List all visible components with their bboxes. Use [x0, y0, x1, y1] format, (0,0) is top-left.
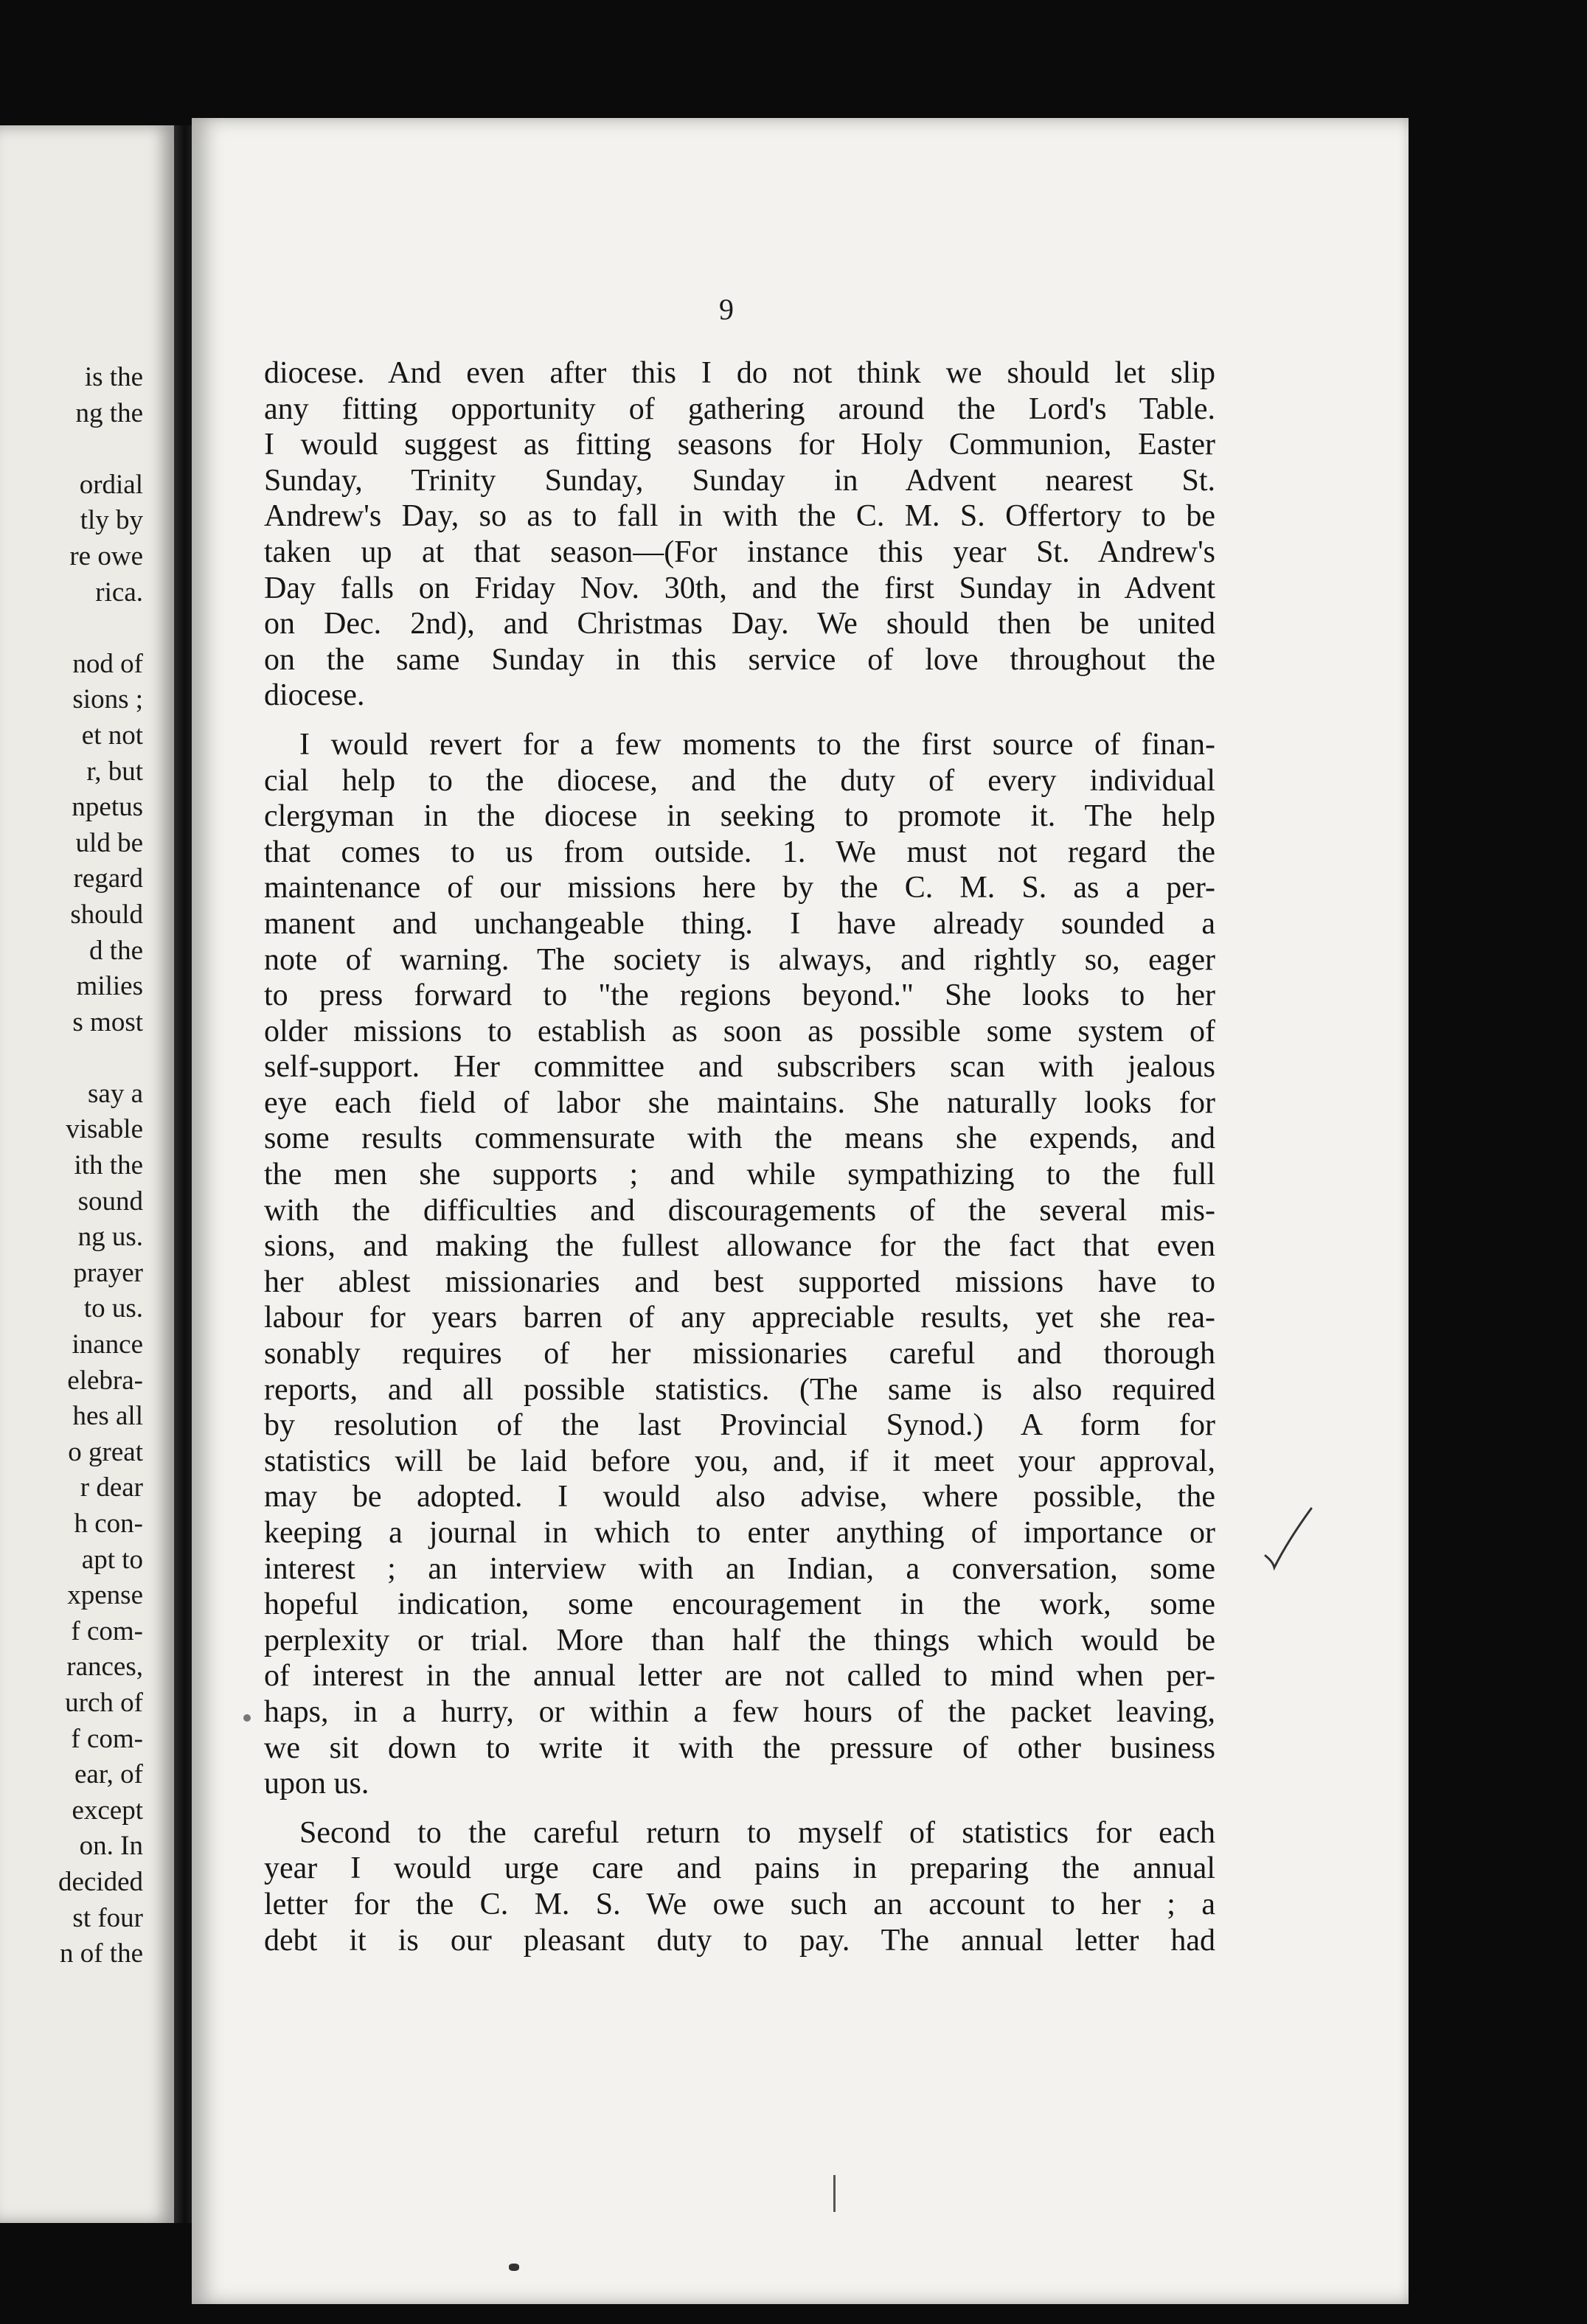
- left-page-line: et not: [81, 720, 143, 751]
- left-page-line: xpense: [67, 1580, 143, 1611]
- pencil-checkmark-icon: [1263, 1504, 1314, 1570]
- text-line: manent and unchangeable thing. I have already sounded a: [264, 906, 1215, 941]
- text-line: maintenance of our missions here by the C. M. S. as a per-: [264, 871, 1215, 905]
- left-page-line: ear, of: [74, 1759, 143, 1790]
- left-page-gap: [58, 1040, 143, 1076]
- left-page-line: regard: [73, 863, 143, 894]
- left-page-line: visable: [66, 1114, 143, 1145]
- text-line: interest ; an interview with an Indian, a conversation, some: [264, 1551, 1215, 1586]
- paragraph: [264, 355, 1215, 714]
- text-line: older missions to establish as soon as possible some system of: [264, 1014, 1215, 1048]
- text-line: diocese.: [264, 678, 365, 713]
- paragraph: [264, 727, 1215, 1802]
- left-page-line: sions ;: [72, 684, 143, 715]
- scan-speck: [833, 2175, 836, 2212]
- text-line: labour for years barren of any appreciable results, yet she rea-: [264, 1301, 1215, 1335]
- text-line: of interest in the annual letter are not called to mind when per-: [264, 1659, 1215, 1694]
- text-line: on Dec. 2nd), and Christmas Day. We should then be united: [264, 607, 1215, 641]
- left-page-line: n of the: [59, 1938, 143, 1969]
- text-line: Andrew's Day, so as to fall in with the C. M. S. Offertory to be: [264, 499, 1215, 534]
- left-page-line: rica.: [95, 577, 143, 608]
- text-line: her ablest missionaries and best supported missions have to: [264, 1264, 1215, 1299]
- left-page-line: rances,: [66, 1652, 143, 1683]
- page-number: 9: [719, 293, 734, 326]
- text-line: self-support. Her committee and subscribers scan with jealous: [264, 1050, 1215, 1085]
- text-line: we sit down to write it with the pressure of other business: [264, 1730, 1215, 1765]
- book-gutter: [174, 125, 192, 2223]
- left-page-line: ith the: [74, 1150, 143, 1181]
- text-line: sions, and making the fullest allowance for the fact that even: [264, 1229, 1215, 1264]
- text-line: by resolution of the last Provincial Synod.) A form for: [264, 1408, 1215, 1443]
- text-line: year I would urge care and pains in preparing the annual: [264, 1851, 1215, 1886]
- text-line: may be adopted. I would also advise, where possible, the: [264, 1480, 1215, 1514]
- left-page-line: hes all: [72, 1401, 143, 1432]
- left-page-text: [58, 360, 143, 1972]
- left-page-line: urch of: [65, 1687, 143, 1718]
- left-page-line: ng the: [75, 397, 143, 428]
- left-page-line: f com-: [71, 1615, 143, 1646]
- scan-speck: [509, 2264, 519, 2271]
- left-page-line: should: [70, 899, 143, 930]
- text-line: the men she supports ; and while sympathizing to the full: [264, 1158, 1215, 1192]
- left-page-line: h con-: [74, 1509, 143, 1539]
- text-line: diocese. And even after this I do not think we should let slip: [264, 356, 1215, 390]
- text-line: I would suggest as fitting seasons for Holy Communion, Easter: [264, 428, 1215, 462]
- text-line: haps, in a hurry, or within a few hours of the packet leaving,: [264, 1694, 1215, 1729]
- text-line: taken up at that season—(For instance this year St. Andrew's: [264, 535, 1215, 569]
- text-line: hopeful indication, some encouragement in the work, some: [264, 1587, 1215, 1622]
- left-page-line: except: [72, 1795, 143, 1826]
- text-line: with the difficulties and discouragements of the several mis-: [264, 1193, 1215, 1228]
- left-page-line: nod of: [72, 648, 143, 679]
- text-line: statistics will be laid before you, and, if it meet your approval,: [264, 1444, 1215, 1478]
- left-page-line: npetus: [72, 792, 143, 823]
- text-line: I would revert for a few moments to the first source of finan-: [299, 727, 1215, 762]
- text-line: eye each field of labor she maintains. She naturally looks for: [264, 1085, 1215, 1120]
- margin-dot: [243, 1714, 251, 1722]
- text-line: to press forward to "the regions beyond." She looks to her: [264, 978, 1215, 1013]
- text-line: letter for the C. M. S. We owe such an account to her ; a: [264, 1887, 1215, 1921]
- left-page-line: inance: [72, 1329, 143, 1360]
- left-page-line: milies: [76, 971, 143, 1002]
- left-page-line: is the: [84, 362, 143, 392]
- left-page-line: say a: [88, 1078, 143, 1109]
- left-page-line: apt to: [81, 1544, 143, 1575]
- left-page-gap: [58, 610, 143, 647]
- left-page-line: decided: [58, 1866, 143, 1897]
- left-page-gap: [58, 431, 143, 467]
- text-line: clergyman in the diocese in seeking to promote it. The help: [264, 799, 1215, 834]
- left-page-line: ng us.: [77, 1222, 143, 1253]
- left-page: [0, 125, 174, 2223]
- text-line: Day falls on Friday Nov. 30th, and the first Sunday in Advent: [264, 571, 1215, 605]
- left-page-line: r, but: [86, 756, 143, 787]
- left-page-line: ordial: [79, 469, 143, 500]
- text-line: Sunday, Trinity Sunday, Sunday in Advent nearest St.: [264, 463, 1215, 498]
- left-page-line: to us.: [83, 1293, 143, 1324]
- text-line: keeping a journal in which to enter anything of importance or: [264, 1516, 1215, 1550]
- paragraph: [264, 1815, 1215, 1958]
- left-page-line: d the: [89, 935, 143, 966]
- text-line: perplexity or trial. More than half the things which would be: [264, 1623, 1215, 1657]
- body-text: [264, 355, 1215, 1958]
- left-page-line: re owe: [69, 540, 143, 571]
- text-line: Second to the careful return to myself of statistics for each: [299, 1815, 1215, 1850]
- text-line: sonably requires of her missionaries careful and thorough: [264, 1337, 1215, 1371]
- left-page-line: sound: [77, 1186, 143, 1217]
- left-page-line: st four: [72, 1902, 143, 1933]
- left-page-line: tly by: [80, 505, 143, 536]
- text-line: on the same Sunday in this service of love throughout the: [264, 642, 1215, 677]
- left-page-line: s most: [72, 1006, 143, 1037]
- left-page-line: f com-: [71, 1723, 143, 1754]
- left-page-line: prayer: [73, 1257, 143, 1288]
- left-page-line: on. In: [79, 1831, 143, 1862]
- text-line: reports, and all possible statistics. (The same is also required: [264, 1372, 1215, 1407]
- text-line: note of warning. The society is always, and rightly so, eager: [264, 942, 1215, 977]
- text-line: some results commensurate with the means she expends, and: [264, 1121, 1215, 1156]
- text-line: cial help to the diocese, and the duty of every individual: [264, 763, 1215, 798]
- left-page-line: o great: [68, 1436, 143, 1467]
- left-page-line: r dear: [80, 1472, 143, 1503]
- text-line: debt it is our pleasant duty to pay. The annual letter had: [264, 1923, 1215, 1958]
- text-line: upon us.: [264, 1767, 369, 1801]
- text-line: any fitting opportunity of gathering around the Lord's Table.: [264, 392, 1215, 426]
- left-page-line: uld be: [75, 827, 143, 858]
- text-line: that comes to us from outside. 1. We must not regard the: [264, 835, 1215, 869]
- left-page-line: elebra-: [67, 1365, 143, 1396]
